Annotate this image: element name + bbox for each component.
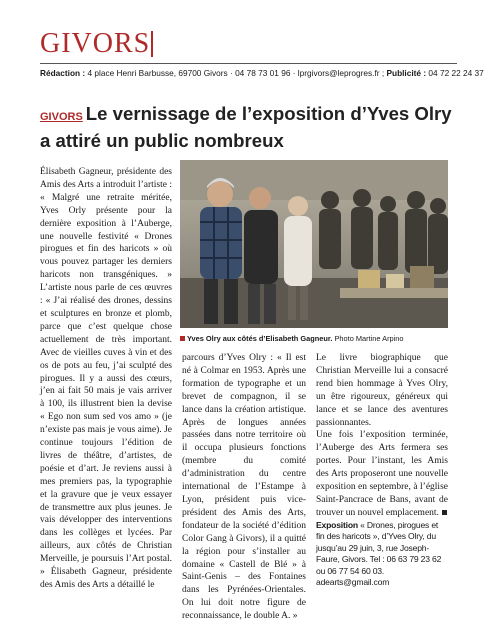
caption-text: Yves Olry aux côtés d’Elisabeth Gagneur. [187,334,333,343]
masthead [0,0,457,66]
contact-pub-prefix: Publicité : [384,68,427,78]
exhibition-photo-illustration [180,160,448,328]
section-tag: GIVORS [40,111,83,123]
end-mark-icon [442,510,447,515]
masthead-rule [40,63,457,64]
column-3-paragraph-2 [316,429,448,519]
masthead-divider [151,31,153,57]
article-headline [40,102,457,152]
article-column-2 [182,352,306,622]
contact-line [40,66,484,80]
article-column-1 [40,166,172,598]
exhibition-lead: Exposition [316,519,358,530]
caption-marker-icon [180,336,185,341]
exhibition-info [316,520,448,589]
column-2-text: parcours d’Yves Olry : « Il est né à Colmar en 1953. Après une formation de typographe et un brevet de compagnon, il se lance dans la création artistique. Après de longues années passées dans notre territoire où il occupa plusieurs fonctions (membre du comité d’administration du centre international de l’Estampe à Lyon, président puis vice-président des Amis des Arts, fondateur de la société d’édition Color Gang à Givors), il a quitté la région pour s’installer au domaine « Castell de Blé » à Saint-Genis – des Fontaines dans les Pyrénées-Orientales. On lui doit notre figure de reconnaissance, le double A. » [182,353,306,622]
contact-pub-text: 04 72 22 24 37 [426,68,484,78]
contact-prefix: Rédaction : [40,68,86,78]
column-3-paragraph-2-text: Une fois l’exposition terminée, l’Auberge des Arts fermera ses portes. Pour l’instant, les Amis des Arts proposeront une nouvelle exposition en septembre, à l’église Saint-Pancrace de Bans, avant de trouver un nouvel emplacement. [316,430,448,518]
contact-text: 4 place Henri Barbusse, 69700 Givors · 04 78 73 01 96 · lprgivors@leprogres.fr ; [85,68,385,78]
article-photo [180,160,448,328]
photo-caption [180,333,448,345]
exhibition-details: « Drones, pirogues et fin des haricots », d’Yves Olry, du jusqu’au 29 juin, 3, rue Joseph-Faure, Givors. Tel : 06 63 79 23 62 ou 06 77 54 60 03. adearts@gmail.com [316,519,442,588]
photo-credit: Photo Martine Arpino [334,334,404,343]
masthead-city: GIVORS [40,28,151,59]
article-column-3 [316,352,448,598]
column-3-paragraph-1: Le livre biographique que Christian Merveille lui a consacré rend bien hommage à Yves Olry, un être rigoureux, généreux qui lance et se lance des aventures passionnantes. [316,353,448,428]
column-1-text: Élisabeth Gagneur, présidente des Amis des Arts a introduit l’artiste : « Malgré une retraite méritée, Yves Orly présente pour la dernière exposition à l’Auberge, une nouvelle festivité « Drones pirogues et fin des haricots » où vous pouvez partager les derniers haricots non transgéniques. » L’artiste nous parle de ces œuvres : « J’ai réalisé des drones, dessins et sculptures en bronze et plomb, parce que c’est quelque chose actuellement de très important. Avec de vieilles cuves à vin et des os de pots au feu, j’ai sculpté des pirogues. Il y a aussi des cœurs, j’en ai fait 50 mais je vais arriver à 100, ils illustrent bien la devise « Ego non sum sed vos amo » (je n’existe pas mais je vous aime). Je continue toujours l’édition de livres de théâtre, d’artistes, de poésie et d’art. Je reviens aussi à mes premiers pas, la typographie et la gravure que je veux essayer de transmettre aux plus jeunes. Je vais développer des interventions dans les collèges et lycées. Par ailleurs, aux côtés de Christian Merveille, je poursuis l’Art postal. » Élisabeth Gagneur, présidente des Amis des Arts a détaillé le [40,167,172,590]
headline-text: Le vernissage de l’exposition d’Yves Olry a attiré un public nombreux [40,103,452,151]
